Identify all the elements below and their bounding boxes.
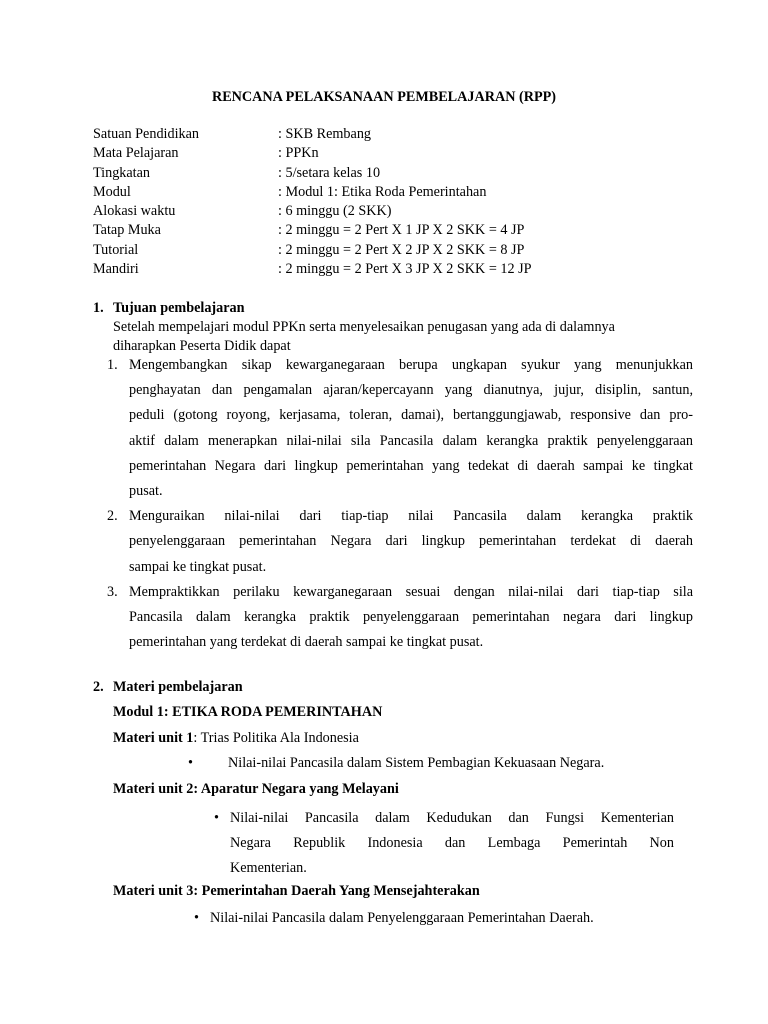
goal-number: 1. xyxy=(107,357,118,373)
info-label: Mata Pelajaran xyxy=(93,145,179,162)
info-label: Mandiri xyxy=(93,261,139,278)
goal-line: sampai ke tingkat pusat. xyxy=(129,558,267,575)
goal-line: pemerintahan yang terdekat di daerah sampai ke tingkat pusat. xyxy=(129,634,484,651)
bullet-dot: • xyxy=(214,810,219,826)
unit1-heading xyxy=(113,729,359,748)
goal-line: Pancasila dalam kerangka praktik penyelenggaraan pemerintahan negara dari lingkup xyxy=(129,608,693,625)
info-value: : PPKn xyxy=(278,145,319,162)
goal-line: penyelenggaraan pemerintahan Negara dari lingkup pemerintahan terdekat di daerah xyxy=(129,533,693,550)
goal-line: penghayatan dan pengamalan ajaran/kepercayann yang dianutnya, jujur, disiplin, santun, xyxy=(129,382,693,399)
bullet-text: Nilai-nilai Pancasila dalam Sistem Pembagian Kekuasaan Negara. xyxy=(228,755,605,771)
bullet-text xyxy=(230,806,674,882)
goal-number: 3. xyxy=(107,583,118,600)
goal-line: Menguraikan nilai-nilai dari tiap-tiap nilai Pancasila dalam kerangka praktik xyxy=(129,508,693,525)
goal-item xyxy=(107,580,693,656)
goal-item xyxy=(107,353,693,504)
goal-line: pusat. xyxy=(129,482,163,499)
section-title: Materi pembelajaran xyxy=(113,679,243,695)
bullet-dot: • xyxy=(194,910,199,926)
goal-item xyxy=(107,504,693,580)
section-number: 1. xyxy=(93,300,104,316)
bullet-text: Nilai-nilai Pancasila dalam Penyelenggaraan Pemerintahan Daerah. xyxy=(210,910,594,926)
bullet-line: Kementerian. xyxy=(230,860,307,877)
document-title: RENCANA PELAKSANAAN PEMBELAJARAN (RPP) xyxy=(211,89,557,105)
info-value: : SKB Rembang xyxy=(278,126,372,142)
info-label: Modul xyxy=(93,183,131,200)
info-value: : 2 minggu = 2 Pert X 2 JP X 2 SKK = 8 JP xyxy=(278,241,525,258)
bullet-line: Nilai-nilai Pancasila dalam Kedudukan dan Fungsi Kementerian xyxy=(230,810,674,826)
info-label: Tingkatan xyxy=(93,164,151,181)
info-value: : Modul 1: Etika Roda Pemerintahan xyxy=(278,183,487,200)
info-label: Tutorial xyxy=(93,241,139,258)
info-value: : 2 minggu = 2 Pert X 1 JP X 2 SKK = 4 JP xyxy=(278,222,525,239)
info-label: Satuan Pendidikan xyxy=(93,126,199,142)
unit2-heading: Materi unit 2: Aparatur Negara yang Melayani xyxy=(113,781,399,797)
intro-line: Setelah mempelajari modul PPKn serta menyelesaikan penugasan yang ada di dalamnya xyxy=(113,319,615,335)
goal-number: 2. xyxy=(107,508,118,525)
info-label: Alokasi waktu xyxy=(93,203,176,220)
unit1-title: : Trias Politika Ala Indonesia xyxy=(193,730,359,746)
intro-line: diharapkan Peserta Didik dapat xyxy=(113,338,291,355)
goal-line: peduli (gotong royong, kerjasama, toleran, damai), bertanggungjawab, responsive dan pro- xyxy=(129,407,693,424)
info-label: Tatap Muka xyxy=(93,222,161,239)
goal-line: aktif dalam menerapkan nilai-nilai sila Pancasila dalam kerangka praktik penyelenggaraan xyxy=(129,432,693,449)
goals-list xyxy=(107,353,693,655)
info-value: : 6 minggu (2 SKK) xyxy=(278,203,392,220)
section-number: 2. xyxy=(93,679,104,695)
goal-line: Mengembangkan sikap kewarganegaraan berupa ungkapan syukur yang menunjukkan xyxy=(129,357,693,373)
bullet-dot: • xyxy=(188,755,193,771)
section-title: Tujuan pembelajaran xyxy=(113,300,245,316)
goal-line: Mempraktikkan perilaku kewarganegaraan sesuai dengan nilai-nilai dari tiap-tiap sila xyxy=(129,583,693,600)
section-intro xyxy=(113,318,693,357)
bullet-line: Negara Republik Indonesia dan Lembaga Pemerintah Non xyxy=(230,835,674,852)
goal-line: pemerintahan Negara dari lingkup pemerintahan yang tedekat di daerah sampai ke tingkat xyxy=(129,457,693,474)
info-value: : 2 minggu = 2 Pert X 3 JP X 2 SKK = 12 JP xyxy=(278,261,532,278)
unit3-heading: Materi unit 3: Pemerintahan Daerah Yang Mensejahterakan xyxy=(113,883,480,899)
module-title: Modul 1: ETIKA RODA PEMERINTAHAN xyxy=(113,704,383,720)
unit1-label: Materi unit 1 xyxy=(113,730,194,746)
info-value: : 5/setara kelas 10 xyxy=(278,164,381,181)
